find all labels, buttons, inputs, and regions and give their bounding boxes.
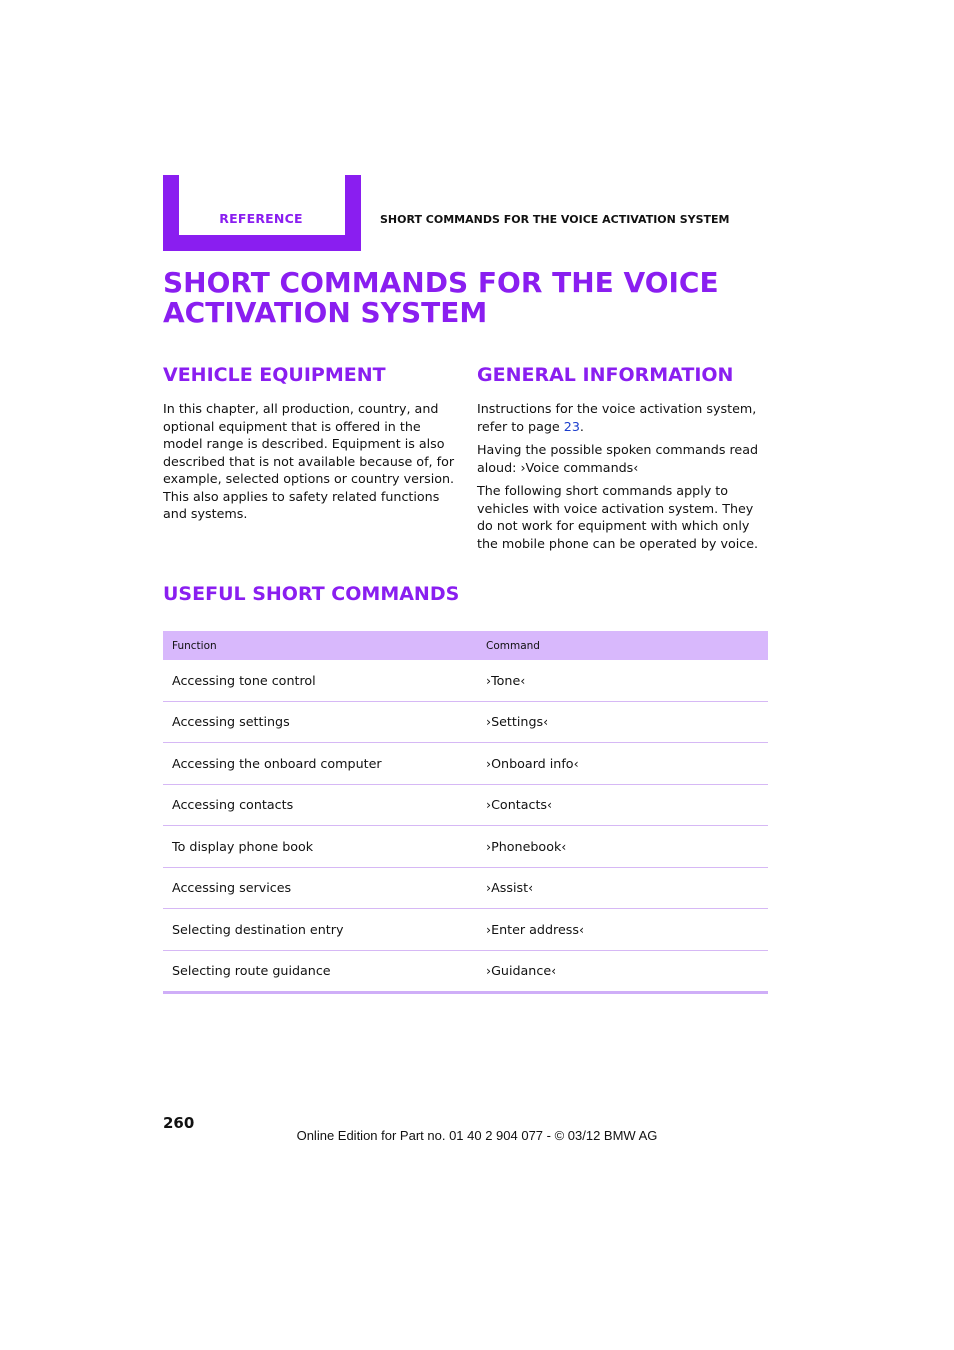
table-header-row — [163, 631, 768, 660]
useful-short-commands-heading: USEFUL SHORT COMMANDS — [163, 583, 460, 605]
running-head: SHORT COMMANDS FOR THE VOICE ACTIVATION SYSTEM — [380, 213, 730, 226]
table-row — [163, 784, 768, 826]
general-information-section — [477, 400, 769, 558]
table-row — [163, 867, 768, 909]
column-header-function: Function — [172, 639, 217, 652]
function-cell: To display phone book — [163, 826, 486, 868]
page-title: SHORT COMMANDS FOR THE VOICE ACTIVATION SYSTEM — [163, 266, 719, 329]
table-row — [163, 826, 768, 868]
vehicle-equipment-section — [163, 400, 455, 523]
column-header-command: Command — [486, 639, 540, 652]
command-cell: ›Onboard info‹ — [486, 743, 768, 785]
function-cell: Accessing contacts — [163, 784, 486, 826]
command-cell: ›Assist‹ — [486, 867, 768, 909]
footer-edition-note: Online Edition for Part no. 01 40 2 904 077 - © 03/12 BMW AG — [296, 1128, 658, 1143]
function-cell: Accessing settings — [163, 701, 486, 743]
short-commands-table — [163, 631, 768, 994]
command-cell: ›Phonebook‹ — [486, 826, 768, 868]
table-row — [163, 950, 768, 993]
page-number: 260 — [163, 1114, 195, 1132]
table-row — [163, 660, 768, 701]
table-row — [163, 909, 768, 951]
section-tab-label: REFERENCE — [219, 211, 303, 226]
general-info-p1-end: . — [579, 418, 584, 434]
table-row — [163, 743, 768, 785]
vehicle-equipment-heading: VEHICLE EQUIPMENT — [163, 364, 386, 386]
command-cell: ›Guidance‹ — [486, 950, 768, 993]
command-cell: ›Tone‹ — [486, 660, 768, 701]
command-cell: ›Settings‹ — [486, 701, 768, 743]
general-info-paragraph-1 — [477, 400, 769, 435]
function-cell: Accessing tone control — [163, 660, 486, 701]
general-info-p1-text: Instructions for the voice activation system, refer to page — [477, 401, 757, 434]
general-info-paragraph-3: The following short commands apply to vehicles with voice activation system. They do not work for equipment with which only the mobile phone can be operated by voice. — [477, 483, 759, 551]
page-23-link[interactable]: 23 — [563, 418, 580, 434]
command-cell: ›Enter address‹ — [486, 909, 768, 951]
table-row — [163, 701, 768, 743]
function-cell: Accessing services — [163, 867, 486, 909]
general-information-heading: GENERAL INFORMATION — [477, 364, 734, 386]
vehicle-equipment-text: In this chapter, all production, country, and optional equipment that is offered in the model range is described. Equipment is also described that is not available because of, for example, selected options or country version. This also applies to safety related functions and systems. — [163, 401, 455, 521]
function-cell: Selecting destination entry — [163, 909, 486, 951]
general-info-paragraph-2: Having the possible spoken commands read aloud: ›Voice commands‹ — [477, 442, 759, 475]
function-cell: Accessing the onboard computer — [163, 743, 486, 785]
function-cell: Selecting route guidance — [163, 950, 486, 993]
command-cell: ›Contacts‹ — [486, 784, 768, 826]
